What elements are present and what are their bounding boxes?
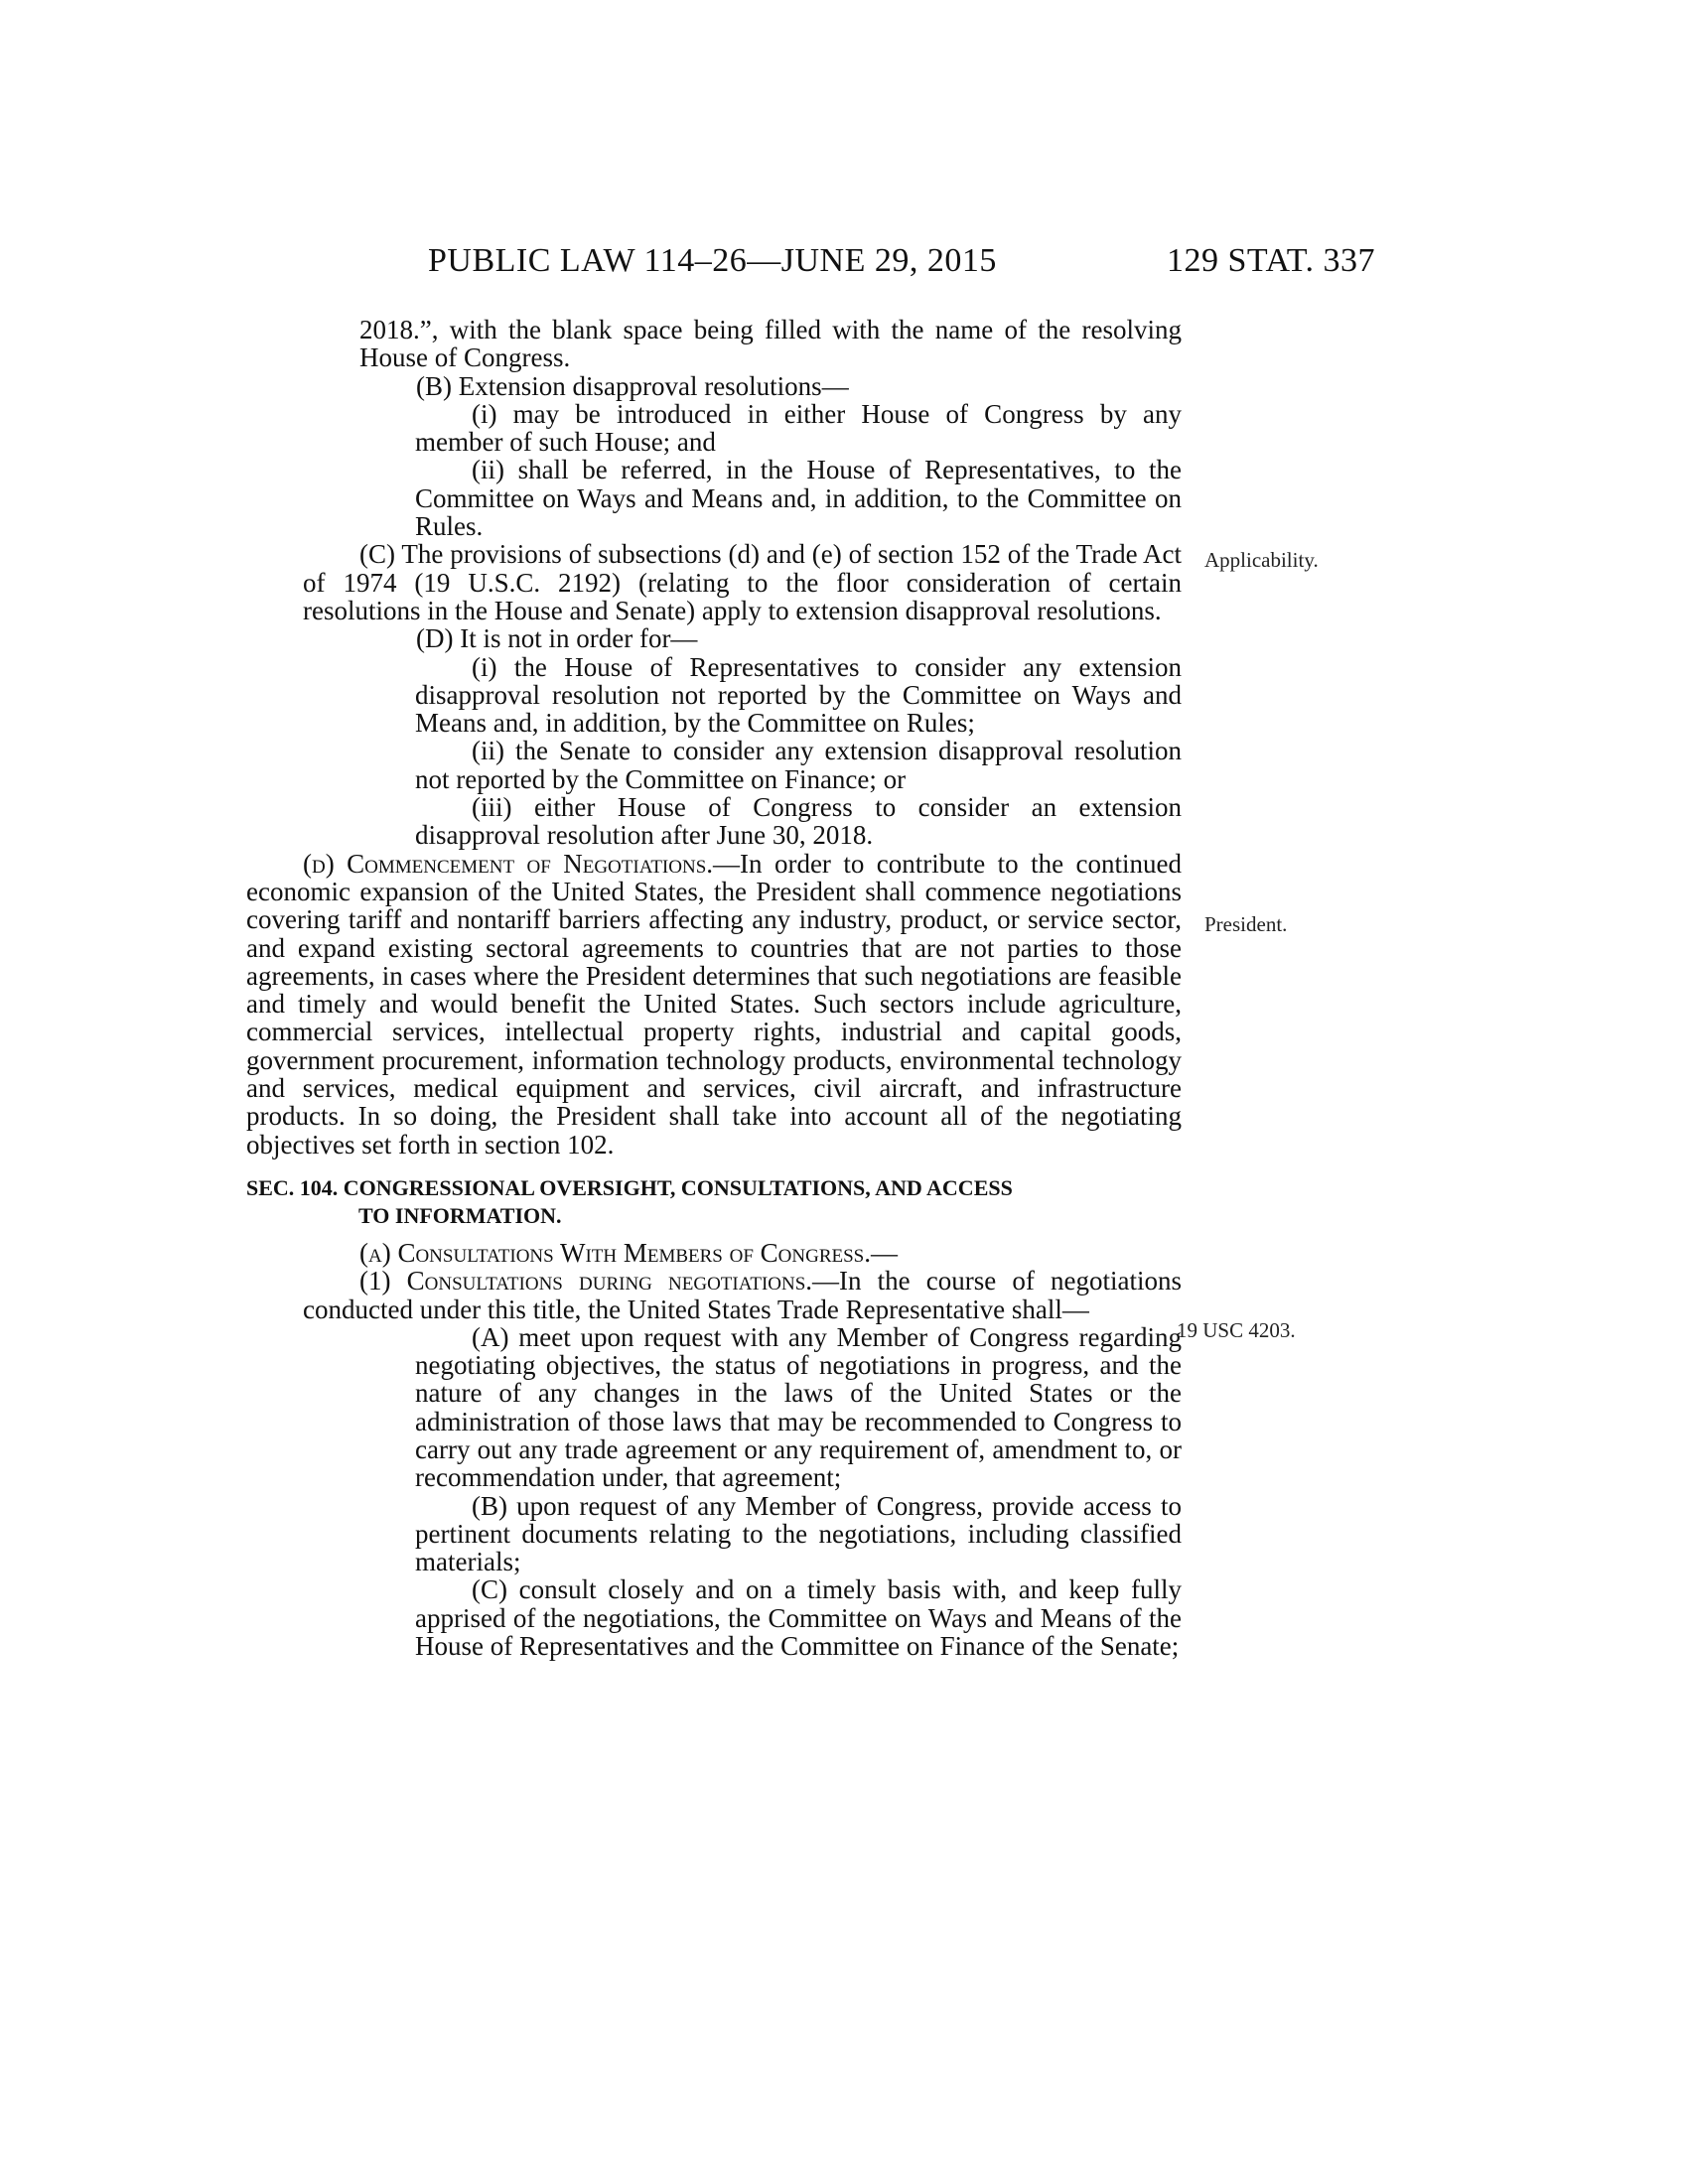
body-text — [246, 315, 1182, 1662]
paragraph-commencement — [246, 850, 1182, 1159]
section-heading — [246, 1174, 1182, 1230]
consultations-dash: — — [871, 1237, 898, 1268]
paragraph-d-i: (i) the House of Representatives to consider any extension disapproval resolution not reported by the Committee on Ways and Means and, in addition, by the Committee on Rules; — [415, 651, 1182, 739]
paragraph-b-i: (i) may be introduced in either House of Congress by any member of such House; and — [415, 398, 1182, 458]
paragraph-b-ii: (ii) shall be referred, in the House of Representatives, to the Committee on Ways and Means and, in addition, to the Committee on Rules. — [415, 455, 1182, 542]
consultations-heading: (a) Consultations With Members of Congress. — [359, 1237, 871, 1268]
margin-note-president: President. — [1204, 912, 1288, 936]
paragraph-d-ii: (ii) the Senate to consider any extension disapproval resolution not reported by the Committee on Finance; or — [415, 736, 1182, 794]
paragraph-d-iii: (iii) either House of Congress to consider an extension disapproval resolution after June 30, 2018. — [415, 792, 1182, 851]
section-heading-line1: SEC. 104. CONGRESSIONAL OVERSIGHT, CONSULTATIONS, AND ACCESS — [246, 1174, 1013, 1200]
paragraph-b: (B) Extension disapproval resolutions— — [416, 370, 849, 401]
paragraph-a: (A) meet upon request with any Member of Congress regarding negotiating objectives, the status of negotiations in progress, and the nature of any changes in the laws of the United States or the administration of those laws that may be recommended to Congress to carry out any trade agreement or any requirement of, amendment to, or recommendation under, that agreement; — [415, 1321, 1182, 1493]
paragraph-d: (D) It is not in order for— — [416, 623, 698, 654]
commencement-heading: (d) Commencement of Negotiations. — [303, 848, 714, 879]
commencement-text: —In order to contribute to the continued economic expansion of the United States, the President shall commence negotiations covering tariff and nontariff barriers affecting any industry, product, or service sector, and expand existing sectoral agreements to countries that are not parties to those agreements, in cases where the President determines that such negotiations are feasible and timely and would benefit the United States. Such sectors include agriculture, commercial services, intellectual property rights, industrial and capital goods, government procurement, information technology products, environmental technology and services, medical equipment and services, civil aircraft, and infrastructure products. In so doing, the President shall take into account all of the negotiating objectives set forth in section 102. — [246, 848, 1182, 1160]
paragraph-b2: (B) upon request of any Member of Congress, provide access to pertinent documents relating to the negotiations, including classified materials; — [415, 1490, 1182, 1577]
paragraph-c2: (C) consult closely and on a timely basis with, and keep fully apprised of the negotiations, the Committee on Ways and Means of the House of Representatives and the Committee on Finance of the Senate; — [415, 1574, 1182, 1662]
paragraph-c: (C) The provisions of subsections (d) and (e) of section 152 of the Trade Act of 1974 (19 U.S.C. 2192) (relating to the floor consideration of certain resolutions in the House and Senate) apply to extension disapproval resolutions. — [303, 539, 1182, 625]
header-stat-citation: 129 STAT. 337 — [1167, 242, 1375, 279]
paragraph-consultations — [246, 1239, 1182, 1267]
consultations-1-text: —In the course of negotiations conducted under this title, the United States Trade Representative shall— — [303, 1266, 1182, 1324]
margin-note-applicability: Applicability. — [1204, 548, 1319, 572]
consultations-1-heading: (1) Consultations during negotiations. — [359, 1266, 813, 1297]
section-heading-line2: TO INFORMATION. — [358, 1202, 562, 1228]
paragraph-continuation: 2018.”, with the blank space being filled with the name of the resolving House of Congress. — [359, 315, 1182, 373]
margin-note-usc: 19 USC 4203. — [1177, 1318, 1296, 1342]
paragraph-consultations-1 — [303, 1267, 1182, 1323]
header-title: PUBLIC LAW 114–26—JUNE 29, 2015 — [428, 242, 997, 279]
